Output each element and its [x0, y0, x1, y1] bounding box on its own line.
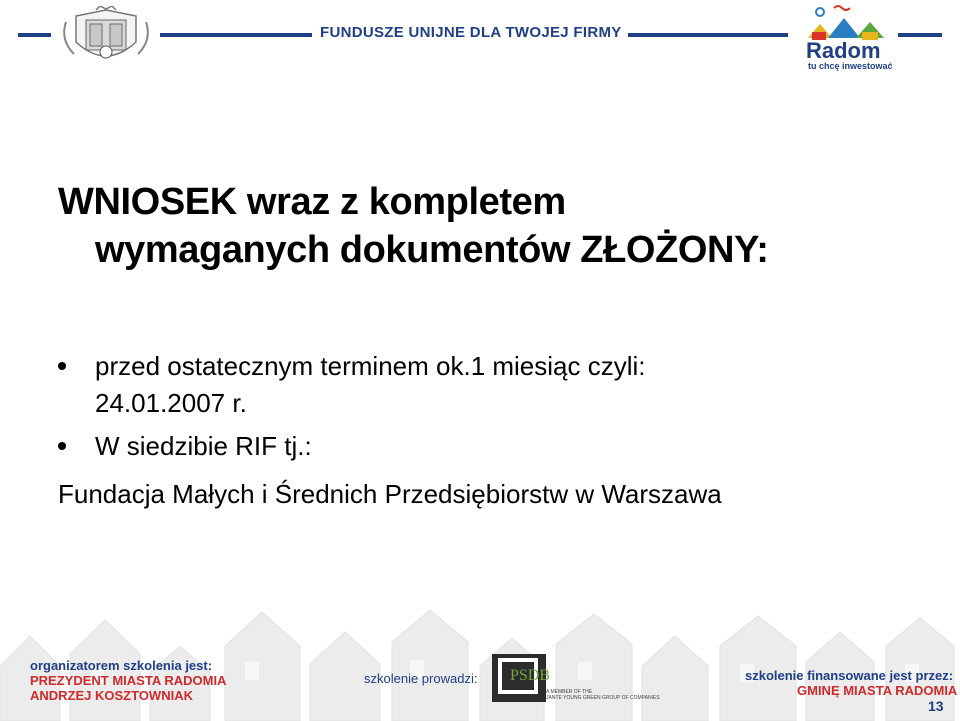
bullet-text: przed ostatecznym terminem ok.1 miesiąc czyli:: [95, 351, 646, 381]
organizer-person: ANDRZEJ KOSZTOWNIAK: [30, 688, 193, 703]
organizer-label: organizatorem szkolenia jest:: [30, 658, 213, 673]
led-by-label: szkolenie prowadzi:: [364, 671, 478, 686]
header-rule-left-2: [160, 33, 312, 37]
bullet-dot-icon: [58, 442, 66, 450]
coat-of-arms-icon: [56, 6, 156, 70]
bullet-continuation: 24.01.2007 r.: [95, 388, 247, 418]
header-rule-left: [18, 33, 51, 37]
header-rule-right: [628, 33, 788, 37]
header-banner: FUNDUSZE UNIJNE DLA TWOJEJ FIRMY: [320, 24, 622, 41]
funded-by-name: GMINĘ MIASTA RADOMIA: [797, 683, 958, 698]
slide-title-line2: wymaganych dokumentów ZŁOŻONY:: [95, 229, 769, 271]
bullet-dot-icon: [58, 362, 66, 370]
psdb-logo-text: PSDB: [510, 667, 551, 684]
funded-by-label: szkolenie finansowane jest przez:: [745, 668, 954, 683]
organizer-name: PREZYDENT MIASTA RADOMIA: [30, 673, 227, 688]
header-rule-right-2: [898, 33, 942, 37]
psdb-subtitle: [546, 689, 660, 701]
page-number: 13: [928, 698, 944, 714]
body-line: Fundacja Małych i Średnich Przedsiębiorstw w Warszawa: [58, 479, 722, 509]
slide-title-line1: WNIOSEK wraz z kompletem: [58, 181, 566, 223]
radom-logo-tagline: tu chcę inwestować: [808, 61, 893, 71]
slide-title: [58, 178, 768, 274]
psdb-sub-line2: JANTE YOUNG GREEN GROUP OF COMPANIES: [546, 695, 660, 701]
bullet-text: W siedzibie RIF tj.:: [95, 431, 312, 461]
radom-logo-word: Radom: [806, 38, 881, 63]
psdb-sub-line1: A MEMBER OF THE: [546, 689, 593, 695]
